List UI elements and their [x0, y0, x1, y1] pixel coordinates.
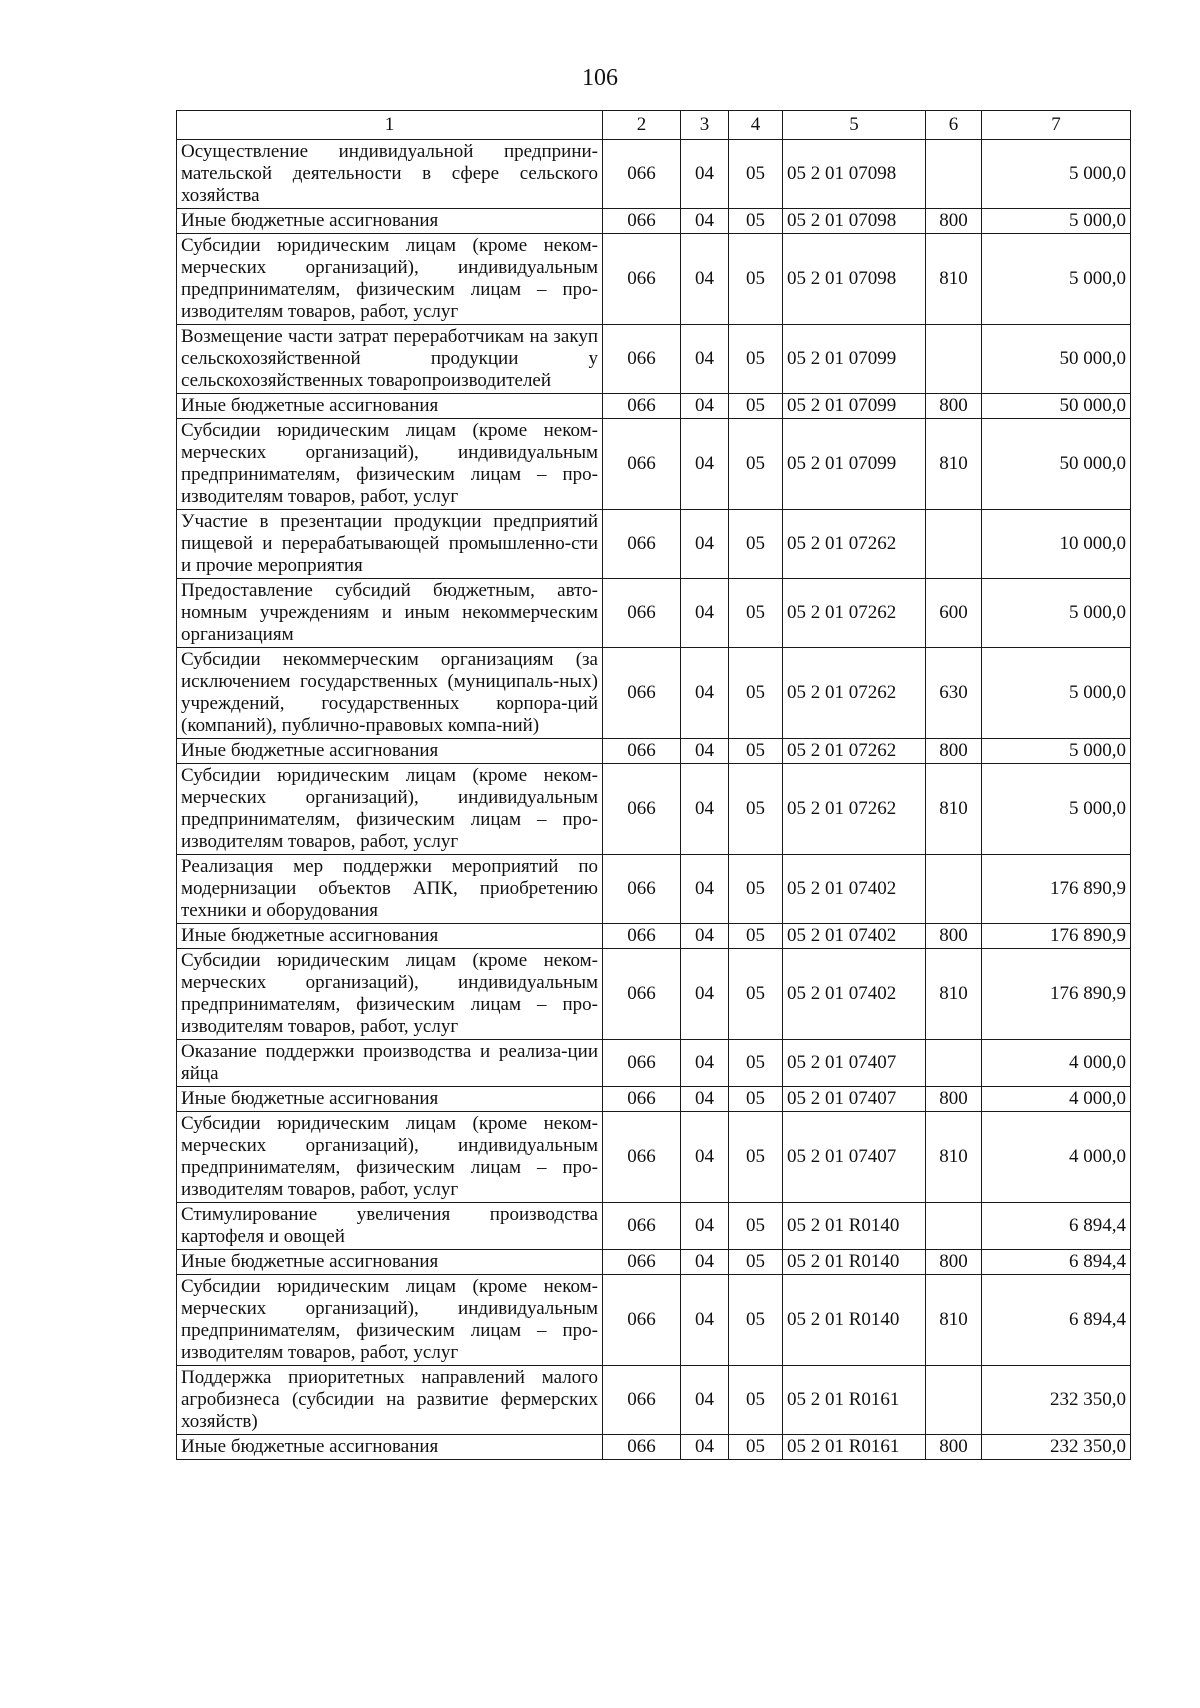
row-amount-cell: 6 894,4: [982, 1203, 1131, 1250]
row-target-article-cell: 05 2 01 07402: [783, 924, 926, 949]
row-ministry-code-cell: 066: [603, 510, 681, 579]
row-ministry-code-cell: 066: [603, 855, 681, 924]
table-row: [177, 648, 1131, 739]
row-target-article-cell: 05 2 01 07099: [783, 419, 926, 510]
table-row: [177, 579, 1131, 648]
row-target-article-cell: 05 2 01 07098: [783, 209, 926, 234]
row-subsection-cell: 05: [729, 1366, 783, 1435]
row-expense-type-cell: 810: [926, 234, 982, 325]
table-row: [177, 1435, 1131, 1460]
row-amount-cell: 50 000,0: [982, 419, 1131, 510]
row-expense-type-cell: [926, 1203, 982, 1250]
row-expense-type-cell: [926, 1040, 982, 1087]
row-ministry-code-cell: 066: [603, 764, 681, 855]
row-amount-cell: 232 350,0: [982, 1366, 1131, 1435]
table-row: [177, 1112, 1131, 1203]
row-name-cell: Возмещение части затрат переработчикам на закуп сельскохозяйственной продукции у сельскохозяйственных товаропроизводителей: [177, 325, 603, 394]
row-name-cell: Субсидии юридическим лицам (кроме неком-мерческих организаций), индивидуальным предпринимателям, физическим лицам – про-изводителям товаров, работ, услуг: [177, 419, 603, 510]
row-subsection-cell: 05: [729, 1250, 783, 1275]
row-amount-cell: 5 000,0: [982, 579, 1131, 648]
table-row: [177, 1040, 1131, 1087]
table-row: [177, 855, 1131, 924]
row-name-cell: Участие в презентации продукции предприятий пищевой и перерабатывающей промышленно-сти и прочие мероприятия: [177, 510, 603, 579]
row-subsection-cell: 05: [729, 1040, 783, 1087]
row-section-cell: 04: [681, 579, 729, 648]
row-amount-cell: 176 890,9: [982, 855, 1131, 924]
table-row: [177, 1087, 1131, 1112]
row-name-cell: Иные бюджетные ассигнования: [177, 1435, 603, 1460]
table-row: [177, 510, 1131, 579]
row-ministry-code-cell: 066: [603, 1366, 681, 1435]
row-amount-cell: 4 000,0: [982, 1040, 1131, 1087]
row-ministry-code-cell: 066: [603, 739, 681, 764]
row-amount-cell: 232 350,0: [982, 1435, 1131, 1460]
row-subsection-cell: 05: [729, 1112, 783, 1203]
row-target-article-cell: 05 2 01 07402: [783, 949, 926, 1040]
row-expense-type-cell: 800: [926, 924, 982, 949]
row-ministry-code-cell: 066: [603, 1087, 681, 1112]
budget-table: [176, 110, 1131, 1460]
row-name-cell: Иные бюджетные ассигнования: [177, 1087, 603, 1112]
row-name-cell: Поддержка приоритетных направлений малого агробизнеса (субсидии на развитие фермерских хозяйств): [177, 1366, 603, 1435]
row-amount-cell: 176 890,9: [982, 949, 1131, 1040]
table-row: [177, 739, 1131, 764]
row-section-cell: 04: [681, 140, 729, 209]
row-target-article-cell: 05 2 01 07099: [783, 394, 926, 419]
row-name-cell: Субсидии юридическим лицам (кроме неком-мерческих организаций), индивидуальным предпринимателям, физическим лицам – про-изводителям товаров, работ, услуг: [177, 1275, 603, 1366]
row-expense-type-cell: 810: [926, 949, 982, 1040]
table-row: [177, 924, 1131, 949]
row-target-article-cell: 05 2 01 R0161: [783, 1366, 926, 1435]
table-row: [177, 325, 1131, 394]
row-section-cell: 04: [681, 1250, 729, 1275]
table-row: [177, 1366, 1131, 1435]
row-subsection-cell: 05: [729, 419, 783, 510]
row-target-article-cell: 05 2 01 07262: [783, 764, 926, 855]
table-row: [177, 394, 1131, 419]
row-ministry-code-cell: 066: [603, 924, 681, 949]
row-subsection-cell: 05: [729, 234, 783, 325]
row-subsection-cell: 05: [729, 739, 783, 764]
row-expense-type-cell: 810: [926, 764, 982, 855]
row-expense-type-cell: 800: [926, 739, 982, 764]
row-ministry-code-cell: 066: [603, 648, 681, 739]
row-ministry-code-cell: 066: [603, 1112, 681, 1203]
row-subsection-cell: 05: [729, 924, 783, 949]
row-name-cell: Оказание поддержки производства и реализа-ции яйца: [177, 1040, 603, 1087]
row-name-cell: Иные бюджетные ассигнования: [177, 394, 603, 419]
header-row: [177, 111, 1131, 140]
row-amount-cell: 6 894,4: [982, 1250, 1131, 1275]
row-ministry-code-cell: 066: [603, 234, 681, 325]
row-target-article-cell: 05 2 01 R0140: [783, 1250, 926, 1275]
row-expense-type-cell: [926, 1366, 982, 1435]
row-target-article-cell: 05 2 01 07407: [783, 1112, 926, 1203]
table-row: [177, 1203, 1131, 1250]
row-section-cell: 04: [681, 1087, 729, 1112]
row-subsection-cell: 05: [729, 855, 783, 924]
row-expense-type-cell: [926, 140, 982, 209]
header-col-1: 1: [177, 111, 603, 140]
row-ministry-code-cell: 066: [603, 209, 681, 234]
row-target-article-cell: 05 2 01 07262: [783, 510, 926, 579]
row-ministry-code-cell: 066: [603, 1275, 681, 1366]
row-target-article-cell: 05 2 01 07407: [783, 1040, 926, 1087]
header-col-6: 6: [926, 111, 982, 140]
row-subsection-cell: 05: [729, 1087, 783, 1112]
row-ministry-code-cell: 066: [603, 1203, 681, 1250]
row-ministry-code-cell: 066: [603, 1435, 681, 1460]
row-subsection-cell: 05: [729, 764, 783, 855]
row-section-cell: 04: [681, 1112, 729, 1203]
row-target-article-cell: 05 2 01 07099: [783, 325, 926, 394]
row-section-cell: 04: [681, 739, 729, 764]
row-amount-cell: 5 000,0: [982, 648, 1131, 739]
row-ministry-code-cell: 066: [603, 1040, 681, 1087]
row-target-article-cell: 05 2 01 07262: [783, 579, 926, 648]
row-section-cell: 04: [681, 1275, 729, 1366]
header-col-2: 2: [603, 111, 681, 140]
row-subsection-cell: 05: [729, 579, 783, 648]
row-name-cell: Реализация мер поддержки мероприятий по модернизации объектов АПК, приобретению техники и оборудования: [177, 855, 603, 924]
table-row: [177, 1250, 1131, 1275]
row-name-cell: Субсидии юридическим лицам (кроме неком-мерческих организаций), индивидуальным предпринимателям, физическим лицам – про-изводителям товаров, работ, услуг: [177, 764, 603, 855]
row-expense-type-cell: [926, 855, 982, 924]
row-ministry-code-cell: 066: [603, 394, 681, 419]
table-body: [177, 140, 1131, 1460]
row-section-cell: 04: [681, 234, 729, 325]
row-expense-type-cell: 810: [926, 419, 982, 510]
row-section-cell: 04: [681, 1203, 729, 1250]
header-col-3: 3: [681, 111, 729, 140]
row-ministry-code-cell: 066: [603, 140, 681, 209]
row-subsection-cell: 05: [729, 394, 783, 419]
row-section-cell: 04: [681, 325, 729, 394]
page-number: 106: [582, 65, 618, 91]
row-name-cell: Иные бюджетные ассигнования: [177, 209, 603, 234]
row-subsection-cell: 05: [729, 1203, 783, 1250]
row-section-cell: 04: [681, 209, 729, 234]
row-amount-cell: 50 000,0: [982, 394, 1131, 419]
table-row: [177, 949, 1131, 1040]
row-section-cell: 04: [681, 949, 729, 1040]
table-row: [177, 234, 1131, 325]
row-subsection-cell: 05: [729, 648, 783, 739]
row-section-cell: 04: [681, 648, 729, 739]
row-amount-cell: 50 000,0: [982, 325, 1131, 394]
header-col-7: 7: [982, 111, 1131, 140]
row-expense-type-cell: [926, 510, 982, 579]
row-target-article-cell: 05 2 01 07098: [783, 234, 926, 325]
row-name-cell: Осуществление индивидуальной предприни-мательской деятельности в сфере сельского хозяйства: [177, 140, 603, 209]
table-row: [177, 209, 1131, 234]
row-section-cell: 04: [681, 855, 729, 924]
row-name-cell: Субсидии юридическим лицам (кроме неком-мерческих организаций), индивидуальным предпринимателям, физическим лицам – про-изводителям товаров, работ, услуг: [177, 234, 603, 325]
row-subsection-cell: 05: [729, 325, 783, 394]
row-target-article-cell: 05 2 01 07402: [783, 855, 926, 924]
row-section-cell: 04: [681, 924, 729, 949]
row-name-cell: Иные бюджетные ассигнования: [177, 739, 603, 764]
row-target-article-cell: 05 2 01 R0140: [783, 1275, 926, 1366]
row-section-cell: 04: [681, 764, 729, 855]
row-subsection-cell: 05: [729, 1275, 783, 1366]
row-subsection-cell: 05: [729, 510, 783, 579]
row-expense-type-cell: 630: [926, 648, 982, 739]
row-name-cell: Предоставление субсидий бюджетным, авто-номным учреждениям и иным некоммерческим организациям: [177, 579, 603, 648]
row-subsection-cell: 05: [729, 140, 783, 209]
row-amount-cell: 176 890,9: [982, 924, 1131, 949]
row-ministry-code-cell: 066: [603, 949, 681, 1040]
row-target-article-cell: 05 2 01 R0161: [783, 1435, 926, 1460]
row-amount-cell: 5 000,0: [982, 234, 1131, 325]
row-amount-cell: 4 000,0: [982, 1087, 1131, 1112]
row-amount-cell: 10 000,0: [982, 510, 1131, 579]
row-target-article-cell: 05 2 01 07098: [783, 140, 926, 209]
row-amount-cell: 5 000,0: [982, 764, 1131, 855]
table-row: [177, 419, 1131, 510]
row-amount-cell: 4 000,0: [982, 1112, 1131, 1203]
row-section-cell: 04: [681, 419, 729, 510]
row-expense-type-cell: 800: [926, 1435, 982, 1460]
row-subsection-cell: 05: [729, 949, 783, 1040]
header-col-5: 5: [783, 111, 926, 140]
row-target-article-cell: 05 2 01 07262: [783, 648, 926, 739]
header-col-4: 4: [729, 111, 783, 140]
row-ministry-code-cell: 066: [603, 419, 681, 510]
row-target-article-cell: 05 2 01 R0140: [783, 1203, 926, 1250]
row-amount-cell: 5 000,0: [982, 209, 1131, 234]
row-expense-type-cell: [926, 325, 982, 394]
row-amount-cell: 5 000,0: [982, 140, 1131, 209]
row-section-cell: 04: [681, 1040, 729, 1087]
row-section-cell: 04: [681, 510, 729, 579]
row-amount-cell: 6 894,4: [982, 1275, 1131, 1366]
row-subsection-cell: 05: [729, 1435, 783, 1460]
row-amount-cell: 5 000,0: [982, 739, 1131, 764]
row-subsection-cell: 05: [729, 209, 783, 234]
row-name-cell: Субсидии юридическим лицам (кроме неком-мерческих организаций), индивидуальным предпринимателям, физическим лицам – про-изводителям товаров, работ, услуг: [177, 1112, 603, 1203]
row-expense-type-cell: 810: [926, 1275, 982, 1366]
table-row: [177, 140, 1131, 209]
row-name-cell: Иные бюджетные ассигнования: [177, 924, 603, 949]
row-expense-type-cell: 800: [926, 1250, 982, 1275]
table-row: [177, 1275, 1131, 1366]
row-expense-type-cell: 810: [926, 1112, 982, 1203]
row-section-cell: 04: [681, 1366, 729, 1435]
row-expense-type-cell: 800: [926, 209, 982, 234]
row-ministry-code-cell: 066: [603, 1250, 681, 1275]
row-name-cell: Стимулирование увеличения производства картофеля и овощей: [177, 1203, 603, 1250]
row-ministry-code-cell: 066: [603, 579, 681, 648]
row-expense-type-cell: 600: [926, 579, 982, 648]
row-name-cell: Субсидии некоммерческим организациям (за исключением государственных (муниципаль-ных) учреждений, государственных корпора-ций (компаний), публично-правовых компа-ний): [177, 648, 603, 739]
row-ministry-code-cell: 066: [603, 325, 681, 394]
row-target-article-cell: 05 2 01 07407: [783, 1087, 926, 1112]
row-target-article-cell: 05 2 01 07262: [783, 739, 926, 764]
row-name-cell: Субсидии юридическим лицам (кроме неком-мерческих организаций), индивидуальным предпринимателям, физическим лицам – про-изводителям товаров, работ, услуг: [177, 949, 603, 1040]
row-section-cell: 04: [681, 1435, 729, 1460]
table-row: [177, 764, 1131, 855]
row-expense-type-cell: 800: [926, 1087, 982, 1112]
row-name-cell: Иные бюджетные ассигнования: [177, 1250, 603, 1275]
row-section-cell: 04: [681, 394, 729, 419]
row-expense-type-cell: 800: [926, 394, 982, 419]
